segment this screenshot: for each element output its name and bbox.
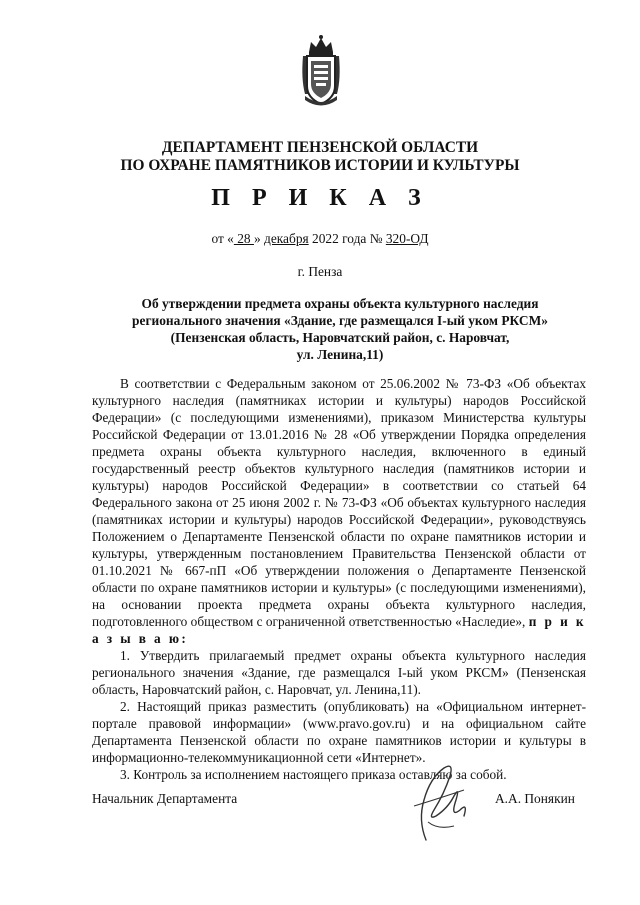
orders-word: п р и к а з ы в а ю: (92, 614, 586, 646)
document-title: П Р И К А З (211, 185, 429, 211)
department-header (40, 139, 600, 175)
handwritten-signature (404, 760, 474, 846)
preamble-paragraph (92, 375, 586, 647)
order-date-line (0, 230, 640, 248)
city: г. Пенза (297, 264, 343, 279)
department-line-1: ДЕПАРТАМЕНТ ПЕНЗЕНСКОЙ ОБЛАСТИ (161, 139, 479, 156)
department-line-2: ПО ОХРАНЕ ПАМЯТНИКОВ ИСТОРИИ И КУЛЬТУРЫ (120, 157, 520, 174)
date-month: декабря (264, 231, 309, 246)
signatory-name: А.А. Понякин (495, 791, 575, 806)
order-body (92, 375, 586, 783)
subject-line-1: Об утверждении предмета охраны объекта культурного наследия (141, 296, 539, 311)
signatory-position: Начальник Департамента (92, 791, 238, 806)
date-day-close: » (253, 231, 264, 246)
subject-line-3: (Пензенская область, Наровчатский район, с. Наровчат, (170, 330, 510, 345)
order-number: 320-ОД (385, 231, 429, 246)
preamble-text: В соответствии с Федеральным законом от 25.06.2002 № 73-ФЗ «Об объектах культурного наследия (памятниках истории и культуры) народов Российской Федерации» (с последующими изменениями), приказом Министерства культуры Российской Федерации от 13.01.2016 № 28 «Об утверждении Порядка определения предмета охраны объекта культурного наследия, включенного в единый государственный реестр объектов культурного наследия (памятников истории и культуры) народов Российской Федерации» в соответствии со статьей 64 Федерального закона от 25 июня 2002 г. № 73-ФЗ «Об объектах культурного наследия (памятниках истории и культуры) народов Российской Федерации», руководствуясь Положением о Департаменте Пензенской области по охране памятников истории и культуры, утвержденным постановлением Правительства Пензенской области от 01.10.2021 № 667-пП «Об утверждении положения о Департаменте Пензенской области по охране памятников истории и культуры» (с последующими изменениями), на основании проекта предмета охраны объекта культурного наследия, подготовленного обществом с ограниченной ответственностью «Наследие», (92, 376, 586, 629)
order-item-2: 2. Настоящий приказ разместить (опубликовать) на «Официальном интернет-портале правовой информации» (www.pravo.gov.ru) и на официальном сайте Департамента Пензенской области по охране памятников истории и культуры в информационно-телекоммуникационной сети «Интернет». (92, 699, 586, 765)
date-prefix: от « (211, 231, 234, 246)
subject-line-4: ул. Ленина,11) (296, 347, 384, 362)
order-item-1: 1. Утвердить прилагаемый предмет охраны объекта культурного наследия регионального значения «Здание, где размещался I-ый уком РКСМ» (Пензенская область, Наровчатский район, с. Наровчат, ул. Ленина,11). (92, 648, 586, 697)
order-subject (90, 295, 590, 363)
date-day: 28 (233, 231, 254, 246)
date-year: 2022 года № (308, 231, 386, 246)
order-item-3: 3. Контроль за исполнением настоящего приказа оставляю за собой. (120, 767, 507, 782)
coat-of-arms-icon (299, 34, 343, 108)
subject-line-2: регионального значения «Здание, где размещался I-ый уком РКСМ» (132, 313, 548, 328)
